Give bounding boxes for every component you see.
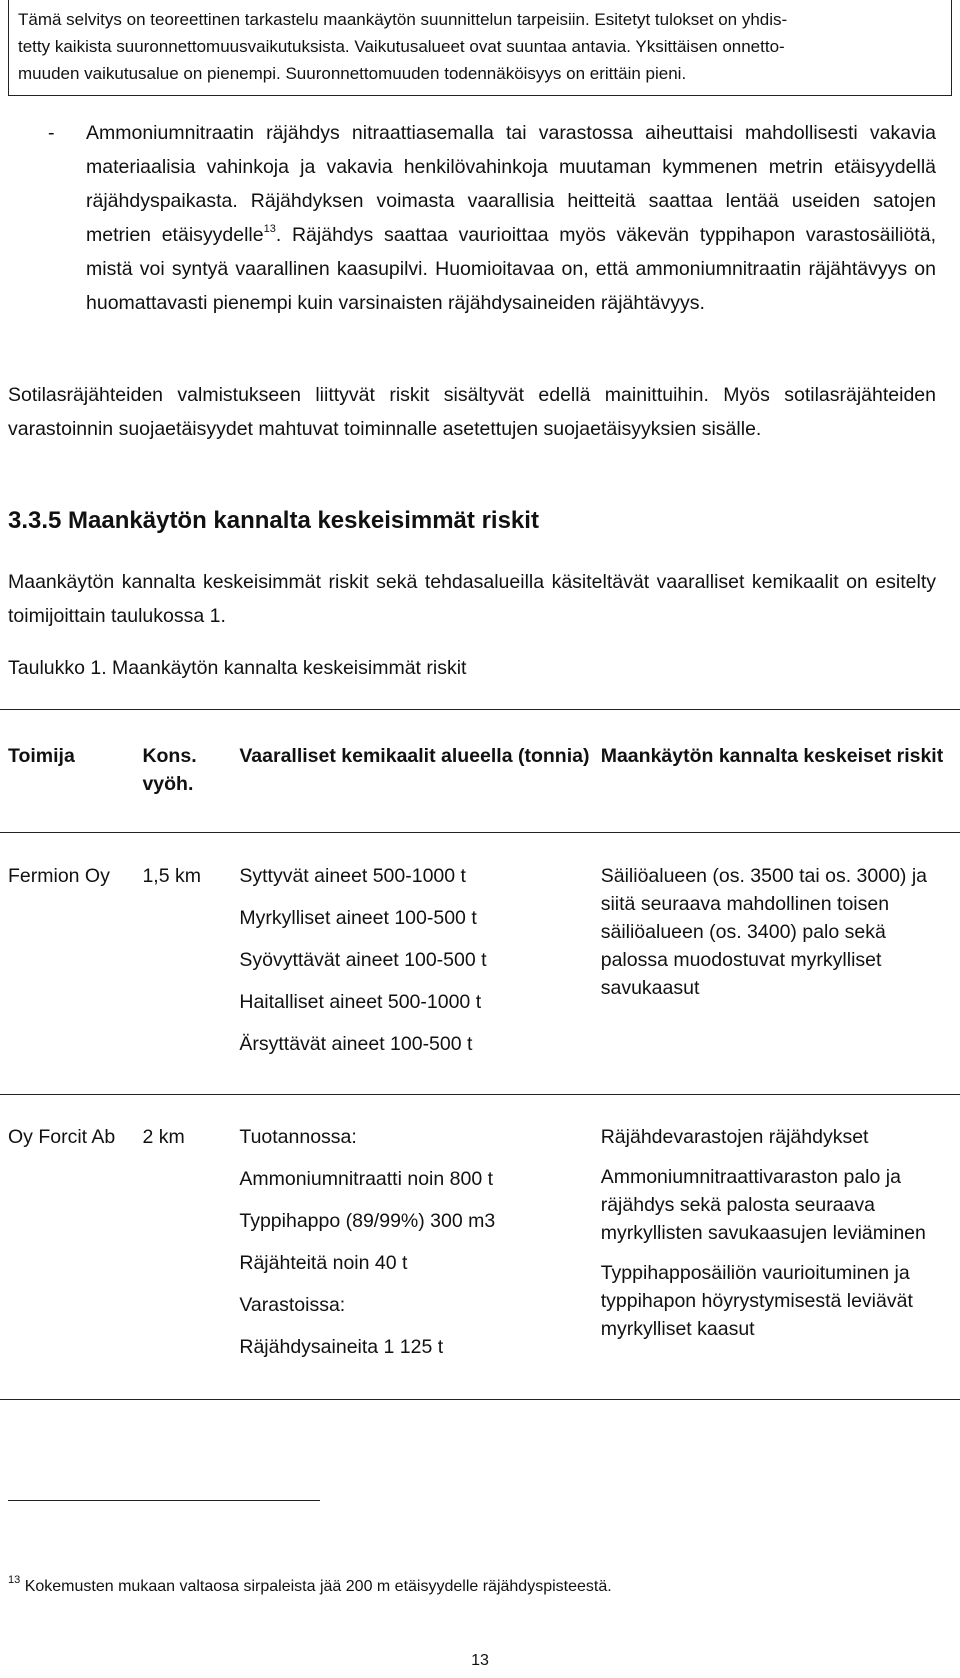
footnote-text: Kokemusten mukaan valtaosa sirpaleista jää 200 m etäisyydelle räjähdyspisteestä.: [24, 1578, 612, 1595]
cell-risks: [601, 833, 960, 1095]
chemical-item: Tuotannossa:: [239, 1126, 357, 1148]
risk-item: Ammoniumnitraattivaraston palo ja räjähdys sekä palosta seuraava myrkyllisten savukaasujen leviäminen: [600, 1166, 926, 1244]
chemical-item: Syttyvät aineet 500-1000 t: [239, 865, 466, 887]
chemical-item: Ärsyttävät aineet 100-500 t: [239, 1033, 473, 1055]
chemical-item: Räjähteitä noin 40 t: [239, 1252, 408, 1274]
bullet-dash: -: [48, 122, 55, 144]
cell-risks: [601, 1095, 960, 1400]
risk-item: Typpihapposäiliön vaurioituminen ja typpihapon höyrystymisestä leviävät myrkylliset kaasut: [600, 1262, 913, 1340]
risk-item: Räjähdevarastojen räjähdykset: [600, 1126, 869, 1148]
cell-operator: Fermion Oy: [8, 865, 110, 887]
header-operator: Toimija: [8, 745, 75, 767]
footnote-reference[interactable]: 13: [263, 223, 276, 235]
cell-chemicals: [239, 833, 600, 1095]
cell-operator: Oy Forcit Ab: [8, 1126, 116, 1148]
header-chemicals: Vaaralliset kemikaalit alueella (tonnia): [239, 745, 590, 767]
footnote-number: 13: [8, 1574, 21, 1586]
chemical-item: Syövyttävät aineet 100-500 t: [239, 949, 487, 971]
table-header-row: [0, 710, 960, 833]
paragraph: Sotilasräjähteiden valmistukseen liittyvät riskit sisältyvät edellä mainittuihin. Myös sotilasräjähteiden varastoinnin suojaetäisyydet mahtuvat toiminnalle asetettujen suojaetäisyyksien sisälle.: [8, 384, 936, 440]
page-number: 13: [471, 1652, 489, 1669]
chemical-item: Räjähdysaineita 1 125 t: [239, 1336, 444, 1358]
chemical-item: Ammoniumnitraatti noin 800 t: [239, 1168, 493, 1190]
disclaimer-line: tetty kaikista suuronnettomuusvaikutuksista. Vaikutusalueet ovat suuntaa antavia. Yksittäisen onnetto-: [18, 37, 785, 56]
table-row: [0, 833, 960, 1095]
chemical-item: Varastoissa:: [239, 1294, 346, 1316]
footnote: [8, 1574, 612, 1596]
bullet-text: [86, 116, 936, 320]
section-heading: 3.3.5 Maankäytön kannalta keskeisimmät riskit: [8, 507, 539, 534]
chemical-item: Typpihappo (89/99%) 300 m3: [239, 1210, 496, 1232]
cell-zone: 2 km: [142, 1126, 185, 1148]
bullet-item: [48, 116, 936, 320]
disclaimer-box: [8, 0, 952, 96]
disclaimer-line: muuden vaikutusalue on pienempi. Suuronnettomuuden todennäköisyys on erittäin pieni.: [18, 64, 687, 83]
cell-chemicals: [239, 1095, 600, 1400]
risk-table: [0, 709, 960, 1400]
header-risks: Maankäytön kannalta keskeiset riskit: [600, 745, 944, 767]
cell-zone: 1,5 km: [142, 865, 201, 887]
table-caption: Taulukko 1. Maankäytön kannalta keskeisimmät riskit: [8, 657, 467, 679]
paragraph: Maankäytön kannalta keskeisimmät riskit sekä tehdasalueilla käsiteltävät vaaralliset kemikaalit on esitelty toimijoittain taulukossa 1.: [8, 571, 936, 627]
chemical-item: Haitalliset aineet 500-1000 t: [239, 991, 482, 1013]
chemical-item: Myrkylliset aineet 100-500 t: [239, 907, 477, 929]
footnote-divider: [8, 1500, 320, 1501]
table-row: [0, 1095, 960, 1400]
disclaimer-line: Tämä selvitys on teoreettinen tarkastelu maankäytön suunnittelun tarpeisiin. Esitetyt tulokset on yhdis-: [18, 10, 788, 29]
risk-item: Säiliöalueen (os. 3500 tai os. 3000) ja siitä seuraava mahdollinen toisen säiliöalueen (os. 3400) palo sekä palossa muodostuvat myrkylliset savukaasut: [600, 865, 928, 999]
header-zone: Kons. vyöh.: [142, 745, 197, 795]
bullet-text-part: . Räjähdys saattaa vaurioittaa myös väkevän typpihapon varastosäiliötä, mistä voi syntyä vaarallinen kaasupilvi. Huomioitavaa on, että ammoniumnitraatin räjähtävyys on huomattavasti pienempi kuin varsinaisten räjähdysaineiden räjähtävyys.: [86, 224, 936, 314]
bullet-text-part: Ammoniumnitraatin räjähdys nitraattiasemalla tai varastossa aiheuttaisi mahdollisesti vakavia materiaalisia vahinkoja ja vakavia henkilövahinkoja muutaman kymmenen metrin etäisyydellä räjähdyspaikasta. Räjähdyksen voimasta vaarallisia heitteitä saattaa lentää useiden satojen metrien etäisyydelle: [86, 122, 936, 246]
